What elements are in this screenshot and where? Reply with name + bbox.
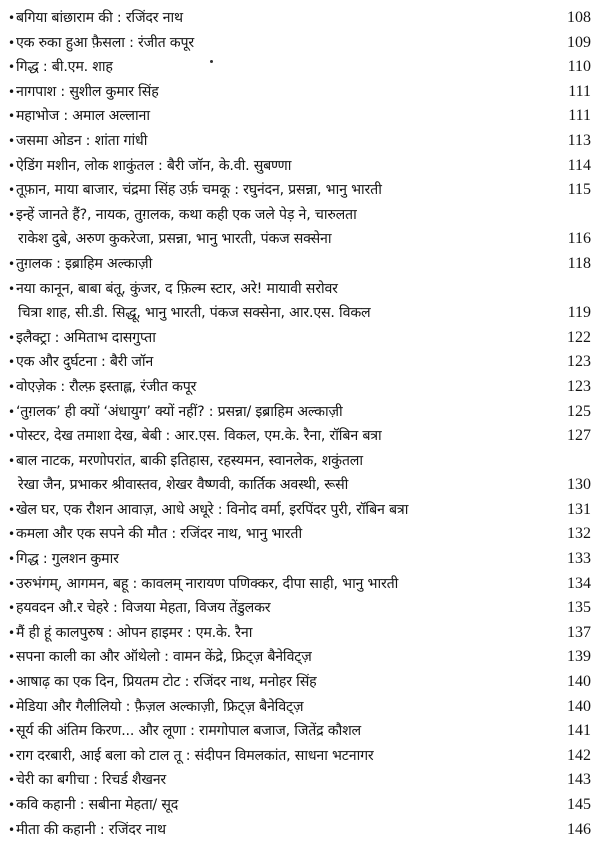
bullet-icon: • <box>8 355 16 370</box>
bullet-icon: • <box>8 379 16 394</box>
toc-entry-title: इन्हें जानते हैं?, नायक, तुग़लक, कथा कही एक जले पेड़ ने, चारुलता <box>16 206 357 223</box>
page-number: 137 <box>567 623 591 641</box>
toc-entry[interactable] <box>0 768 600 793</box>
toc-entry-title: इलैक्ट्रा : अमिताभ दासगुप्ता <box>16 329 156 346</box>
toc-entry-title: बगिया बांछाराम की : रजिंदर नाथ <box>16 10 183 26</box>
bullet-icon: • <box>8 527 16 542</box>
toc-entry[interactable] <box>0 424 600 449</box>
bullet-icon: • <box>8 773 16 788</box>
toc-entry-title: गिद्ध : गुलशन कुमार <box>16 551 119 568</box>
toc-entry-title: तुग़लक : इब्राहिम अल्काज़ी <box>16 255 153 272</box>
toc-entry[interactable] <box>0 104 600 129</box>
toc-entry[interactable] <box>0 793 600 818</box>
bullet-icon: • <box>8 453 16 468</box>
toc-entry[interactable] <box>0 695 600 720</box>
toc-entry-title: हयवदन औ.र चेहरे : विजया मेहता, विजय तेंडुलकर <box>16 600 271 617</box>
page-number: 146 <box>567 820 591 838</box>
page-number: 131 <box>567 500 591 518</box>
bullet-icon: • <box>8 724 16 739</box>
toc-entry[interactable] <box>0 719 600 744</box>
page-number: 142 <box>567 746 591 764</box>
toc-entry-line <box>0 129 600 154</box>
toc-entry[interactable] <box>0 252 600 277</box>
toc-entry-line <box>0 670 600 695</box>
toc-entry-title: चित्रा शाह, सी.डी. सिद्धू, भानु भारती, पंकज सक्सेना, आर.एस. विकल <box>18 305 371 322</box>
toc-entry-title: एक रुका हुआ फ़ैसला : रंजीत कपूर <box>16 34 194 51</box>
toc-entry-title: सपना काली का और ऑथेलो : वामन केंद्रे, फ्रिट्ज़ बैनेविट्ज़ <box>16 649 312 666</box>
toc-entry-line <box>0 645 600 670</box>
toc-entry-line <box>0 277 600 302</box>
bullet-icon: • <box>8 429 16 444</box>
toc-entry-line <box>0 424 600 449</box>
bullet-icon: • <box>8 330 16 345</box>
toc-entry-line <box>0 400 600 425</box>
toc-entry[interactable] <box>0 670 600 695</box>
page-number: 118 <box>567 254 591 272</box>
toc-entry-line <box>0 596 600 621</box>
page-number: 115 <box>567 181 591 199</box>
toc-entry-continuation-line <box>0 473 600 498</box>
bullet-icon: • <box>8 699 16 714</box>
bullet-icon: • <box>8 35 16 50</box>
toc-entry-title: गिद्ध : बी.एम. शाह <box>16 59 113 76</box>
print-speck <box>210 60 213 63</box>
toc-entry[interactable] <box>0 547 600 572</box>
page-number: 123 <box>567 377 591 395</box>
toc-entry-line <box>0 178 600 203</box>
toc-entry[interactable] <box>0 621 600 646</box>
page-number: 123 <box>567 353 591 371</box>
bullet-icon: • <box>8 576 16 591</box>
bullet-icon: • <box>8 748 16 763</box>
toc-entry[interactable] <box>0 178 600 203</box>
page-number: 111 <box>568 107 591 125</box>
toc-entry-continuation-line <box>0 301 600 326</box>
bullet-icon: • <box>8 183 16 198</box>
toc-entry-line <box>0 154 600 179</box>
toc-entry-line <box>0 498 600 523</box>
toc-entry-title: आषाढ़ का एक दिन, प्रियतम टोट : रजिंदर नाथ, मनोहर सिंह <box>16 674 317 691</box>
bullet-icon: • <box>8 281 16 296</box>
toc-entry-line <box>0 547 600 572</box>
toc-entry-line <box>0 768 600 793</box>
toc-entry-title: चेरी का बगीचा : रिचर्ड शैखनर <box>16 772 167 789</box>
toc-entry-line <box>0 55 600 80</box>
toc-entry-title: ऐडिंग मशीन, लोक शाकुंतल : बैरी जॉन, के.वी. सुबण्णा <box>16 157 292 174</box>
toc-entry-line <box>0 744 600 769</box>
bullet-icon: • <box>8 207 16 222</box>
toc-entry-title: खेल घर, एक रौशन आवाज़, आधे अधूरे : विनोद वर्मा, इरपिंदर पुरी, रॉबिन बत्रा <box>16 501 409 518</box>
toc-entry[interactable] <box>0 350 600 375</box>
toc-entry[interactable] <box>0 129 600 154</box>
toc-entry-title: कमला और एक सपने की मौत : रजिंदर नाथ, भानु भारती <box>16 526 302 543</box>
toc-entry[interactable] <box>0 80 600 105</box>
toc-entry-continuation-line <box>0 227 600 252</box>
toc-entry[interactable] <box>0 572 600 597</box>
toc-entry[interactable] <box>0 326 600 351</box>
toc-entry-title: बाल नाटक, मरणोपरांत, बाकी इतिहास, रहस्यमन, स्वानलेक, शकुंतला <box>16 452 363 469</box>
page-number: 133 <box>567 550 591 568</box>
toc-entry-line <box>0 104 600 129</box>
toc-entry-title: तूफ़ान, माया बाजार, चंद्रमा सिंह उर्फ़ चमकू : रघुनंदन, प्रसन्ना, भानु भारती <box>16 182 382 199</box>
toc-entry-title: रेखा जैन, प्रभाकर श्रीवास्तव, शेखर वैष्णवी, कार्तिक अवस्थी, रूसी <box>18 477 349 494</box>
table-of-contents <box>0 6 600 842</box>
toc-entry[interactable] <box>0 31 600 56</box>
toc-entry-line <box>0 350 600 375</box>
toc-entry[interactable] <box>0 6 600 31</box>
toc-entry[interactable] <box>0 277 600 326</box>
bullet-icon: • <box>8 11 16 25</box>
toc-entry-title: मेडिया और गैलीलियो : फ़ैज़ल अल्काज़ी, फ्रिट्ज़ बैनेविट्ज़ <box>16 698 304 715</box>
bullet-icon: • <box>8 798 16 812</box>
toc-entry-line <box>0 572 600 597</box>
page-number: 113 <box>567 131 591 149</box>
bullet-icon: • <box>8 133 16 148</box>
page-number: 145 <box>567 796 591 813</box>
page-number: 109 <box>567 33 591 51</box>
toc-entry-title: जसमा ओडन : शांता गांधी <box>16 132 148 149</box>
page-number: 143 <box>567 771 591 789</box>
page-number: 140 <box>567 697 591 715</box>
page-number: 111 <box>568 82 591 100</box>
toc-entry[interactable] <box>0 744 600 769</box>
toc-entry-title: एक और दुर्घटना : बैरी जॉन <box>16 354 154 371</box>
toc-entry[interactable] <box>0 154 600 179</box>
toc-entry-line <box>0 6 600 31</box>
toc-entry[interactable] <box>0 400 600 425</box>
bullet-icon: • <box>8 625 16 640</box>
toc-entry-line <box>0 31 600 56</box>
toc-entry-line <box>0 793 600 818</box>
toc-entry-title: वोएज़ेक : रौल्फ़ इस्ताह्ल, रंजीत कपूर <box>16 378 197 395</box>
toc-entry[interactable] <box>0 55 600 80</box>
toc-entry-title: नागपाश : सुशील कुमार सिंह <box>16 83 159 100</box>
bullet-icon: • <box>8 158 16 173</box>
toc-entry-line <box>0 522 600 547</box>
page-number: 132 <box>567 525 591 543</box>
toc-entry-line <box>0 695 600 720</box>
page-number: 141 <box>567 722 591 740</box>
toc-entry-line <box>0 326 600 351</box>
bullet-icon: • <box>8 822 16 837</box>
toc-entry-title: मीता की कहानी : रजिंदर नाथ <box>16 821 166 838</box>
toc-entry[interactable] <box>0 449 600 498</box>
toc-entry-line <box>0 449 600 474</box>
toc-entry[interactable] <box>0 203 600 252</box>
bullet-icon: • <box>8 502 16 517</box>
toc-entry-title: महाभोज : अमाल अल्लाना <box>16 108 150 125</box>
page-number: 122 <box>567 328 591 346</box>
toc-entry[interactable] <box>0 645 600 670</box>
toc-entry-line <box>0 203 600 228</box>
toc-entry-title: राकेश दुबे, अरुण कुकरेजा, प्रसन्ना, भानु भारती, पंकज सक्सेना <box>18 231 332 248</box>
page-number: 110 <box>567 58 591 76</box>
toc-entry[interactable] <box>0 522 600 547</box>
bullet-icon: • <box>8 84 16 99</box>
toc-entry-line <box>0 621 600 646</box>
page-number: 108 <box>567 9 591 26</box>
page-number: 125 <box>567 402 591 420</box>
toc-entry-title: नया कानून, बाबा बंतू, कुंजर, द फ़िल्म स्टार, अरे! मायावी सरोवर <box>16 280 338 297</box>
page-number: 134 <box>567 574 591 592</box>
toc-entry-line <box>0 375 600 400</box>
page-number: 130 <box>567 476 591 494</box>
bullet-icon: • <box>8 60 16 75</box>
toc-entry-line <box>0 80 600 105</box>
page-number: 135 <box>567 599 591 617</box>
bullet-icon: • <box>8 256 16 271</box>
bullet-icon: • <box>8 552 16 567</box>
toc-entry[interactable] <box>0 498 600 523</box>
toc-entry[interactable] <box>0 818 600 842</box>
bullet-icon: • <box>8 404 16 419</box>
page-number: 119 <box>567 304 591 322</box>
bullet-icon: • <box>8 109 16 124</box>
bullet-icon: • <box>8 601 16 616</box>
bullet-icon: • <box>8 675 16 690</box>
toc-entry-title: पोस्टर, देख तमाशा देख, बेबी : आर.एस. विकल, एम.के. रैना, रॉबिन बत्रा <box>16 428 382 445</box>
toc-entry-line <box>0 252 600 277</box>
toc-entry[interactable] <box>0 375 600 400</box>
page-number: 139 <box>567 648 591 666</box>
toc-entry-title: ‘तुग़लक’ ही क्यों ‘अंधायुग’ क्यों नहीं? : प्रसन्ना/ इब्राहिम अल्काज़ी <box>16 403 343 420</box>
page-number: 114 <box>567 156 591 174</box>
toc-entry-line <box>0 818 600 842</box>
toc-entry-title: सूर्य की अंतिम किरण... और लूणा : रामगोपाल बजाज, जितेंद्र कौशल <box>16 723 361 740</box>
toc-entry-title: मैं ही हूं कालपुरुष : ओपन हाइमर : एम.के. रैना <box>16 624 253 641</box>
toc-entry[interactable] <box>0 596 600 621</box>
page-number: 116 <box>567 230 591 248</box>
page-number: 140 <box>567 673 591 691</box>
toc-entry-title: राग दरबारी, आई बला को टाल तू : संदीपन विमलकांत, साधना भटनागर <box>16 747 374 764</box>
toc-entry-title: उरुभंगम्, आगमन, बहू : कावलम् नारायण पणिक्कर, दीपा साही, भानु भारती <box>16 575 399 592</box>
toc-entry-title: कवि कहानी : सबीना मेहता/ सूद <box>16 797 179 813</box>
toc-entry-line <box>0 719 600 744</box>
bullet-icon: • <box>8 650 16 665</box>
page-number: 127 <box>567 427 591 445</box>
